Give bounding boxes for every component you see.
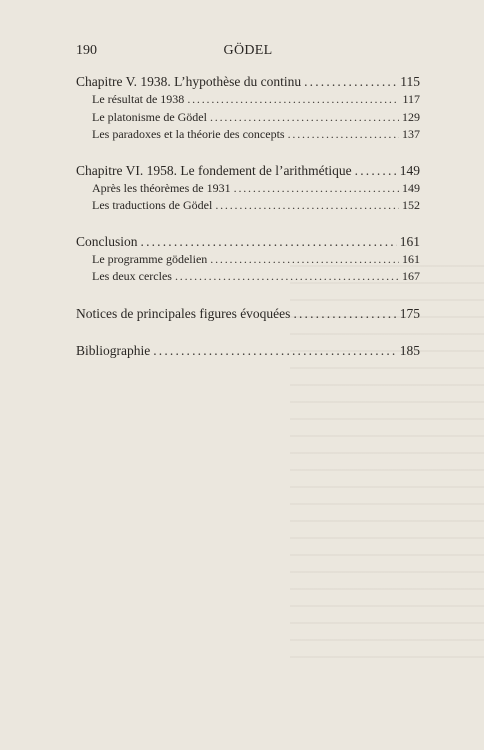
- toc-entry-title: Les paradoxes et la théorie des concepts: [92, 127, 285, 141]
- dot-leader: [175, 268, 399, 286]
- dot-leader: [215, 197, 399, 215]
- toc-entry-page: 175: [399, 305, 420, 321]
- dot-leader: [153, 341, 397, 360]
- toc-entry-title: Notices de principales figures évoquées: [76, 305, 291, 321]
- dot-leader: [293, 304, 396, 323]
- toc-entry-page: 129: [402, 109, 420, 124]
- toc-entry-title: Après les théorèmes de 1931: [92, 180, 231, 195]
- toc-entry-section: [76, 126, 420, 144]
- toc-entry-notices: [76, 304, 420, 323]
- running-title: GÖDEL: [223, 43, 273, 58]
- toc-entry-page: 115: [400, 74, 420, 89]
- toc-entry-title: Bibliographie: [76, 342, 151, 358]
- toc-entry-page: 161: [399, 233, 420, 249]
- toc-entry-title: Le programme gödelien: [92, 251, 208, 266]
- toc-entry-section: [76, 91, 420, 109]
- toc-entry-page: 149: [402, 180, 420, 195]
- spacer: [76, 286, 420, 304]
- toc-entry-chapter-6: [76, 161, 420, 180]
- toc-entry-section: [76, 197, 420, 215]
- toc-entry-page: 117: [402, 92, 420, 106]
- toc-entry-page: 167: [402, 269, 420, 283]
- toc-entry-page: 185: [399, 342, 420, 358]
- toc-entry-title: Les deux cercles: [92, 269, 172, 283]
- toc-entry-title: Chapitre VI. 1958. Le fondement de l’arithmétique: [76, 162, 352, 178]
- toc-entry-title: Le platonisme de Gödel: [92, 109, 207, 124]
- dot-leader: [210, 109, 399, 127]
- dot-leader: [304, 72, 397, 91]
- toc-entry-bibliography: [76, 341, 420, 360]
- dot-leader: [288, 126, 399, 144]
- toc-entry-page: 149: [399, 162, 420, 178]
- dot-leader: [210, 251, 399, 269]
- toc-entry-page: 137: [402, 127, 420, 141]
- toc-entry-conclusion: [76, 232, 420, 251]
- toc-entry-section: [76, 109, 420, 127]
- spacer: [76, 323, 420, 341]
- toc-entry-title: Chapitre V. 1938. L’hypothèse du continu: [76, 74, 302, 89]
- toc-entry-title: Les traductions de Gödel: [92, 198, 213, 212]
- toc-entry-title: Le résultat de 1938: [92, 92, 185, 106]
- toc-entry-page: 161: [402, 251, 420, 266]
- toc-entry-section: [76, 251, 420, 269]
- dot-leader: [141, 232, 397, 251]
- toc-entry-title: Conclusion: [76, 233, 138, 249]
- dot-leader: [187, 91, 399, 109]
- spacer: [76, 144, 420, 161]
- page-number: 190: [76, 43, 97, 58]
- table-of-contents: [76, 72, 420, 360]
- toc-entry-page: 152: [402, 198, 420, 212]
- toc-entry-section: [76, 268, 420, 286]
- dot-leader: [234, 180, 399, 198]
- toc-entry-chapter-5: [76, 72, 420, 91]
- dot-leader: [355, 161, 397, 180]
- toc-entry-section: [76, 180, 420, 198]
- spacer: [76, 215, 420, 232]
- running-head: [76, 42, 420, 60]
